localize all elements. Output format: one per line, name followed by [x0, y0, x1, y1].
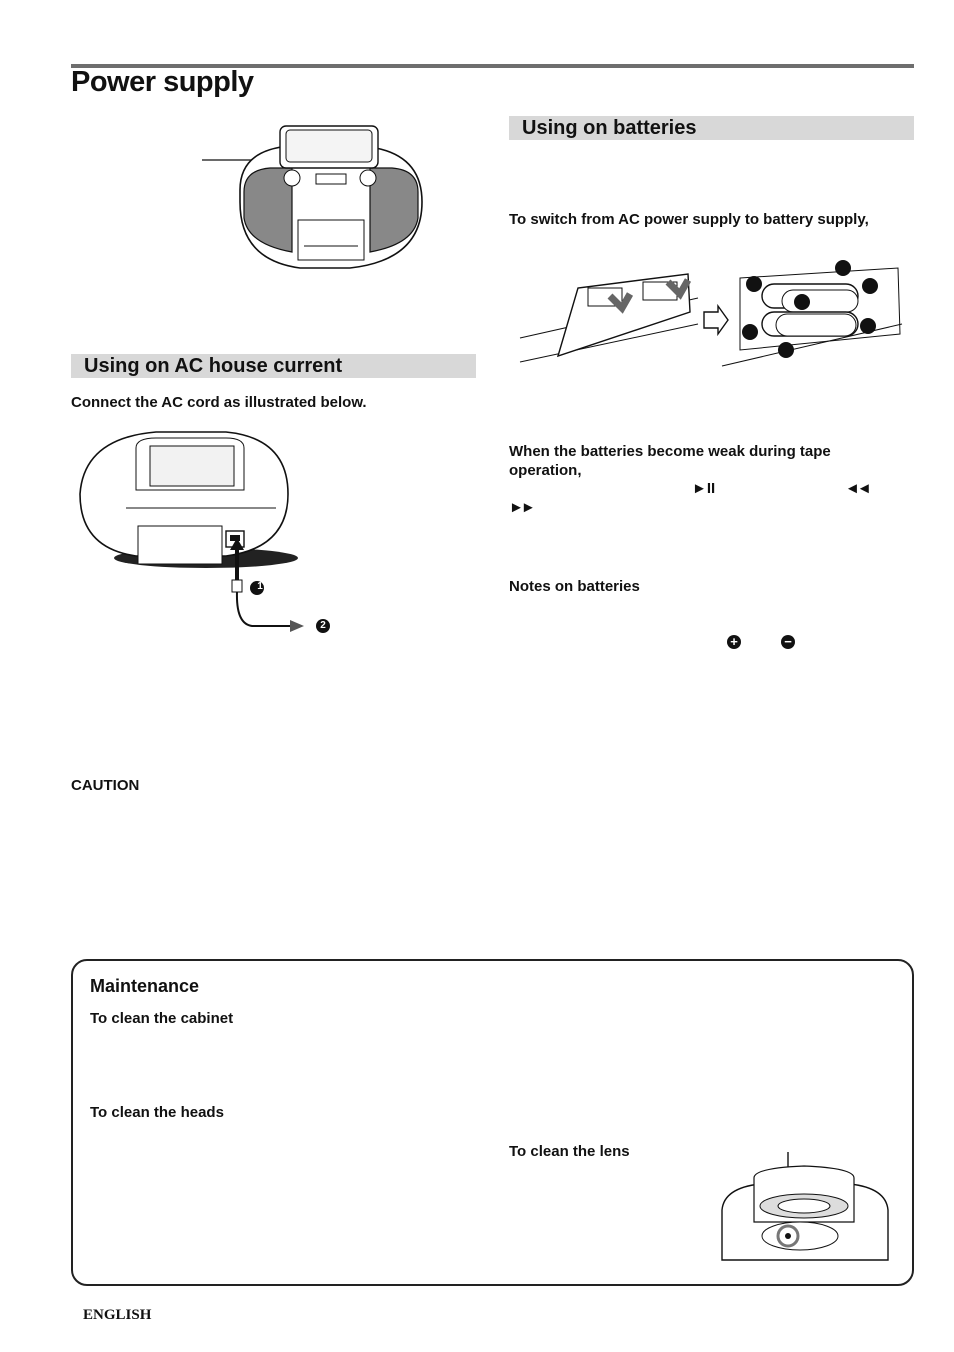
fast-forward-icon: ►► — [509, 499, 533, 516]
rewind-icon: ◄◄ — [845, 480, 869, 497]
switch-to-battery-note: To switch from AC power supply to battery supply, — [509, 211, 869, 228]
page-title: Power supply — [71, 66, 254, 98]
notes-on-batteries-heading: Notes on batteries — [509, 578, 640, 595]
clean-cabinet-heading: To clean the cabinet — [90, 1010, 234, 1027]
batteries-section-heading: Using on batteries — [509, 116, 914, 140]
ac-instruction: Connect the AC cord as illustrated below. — [71, 394, 367, 411]
caution-label: CAUTION — [71, 777, 140, 794]
cd-lens-illustration — [720, 1148, 890, 1264]
play-pause-icon: ►II — [692, 480, 716, 497]
ac-section-heading: Using on AC house current — [71, 354, 476, 378]
step-1-marker: 1 — [257, 581, 263, 592]
clean-heads-heading: To clean the heads — [90, 1104, 224, 1121]
footer-language: ENGLISH — [83, 1307, 152, 1323]
boombox-front-illustration — [200, 122, 430, 272]
clean-lens-heading: To clean the lens — [509, 1143, 630, 1160]
ac-connection-illustration — [76, 428, 346, 643]
maintenance-title: Maintenance — [90, 976, 200, 996]
step-2-marker: 2 — [320, 620, 326, 631]
weak-batteries-line1: When the batteries become weak during tape — [509, 443, 831, 460]
minus-terminal-icon: − — [781, 635, 795, 649]
weak-batteries-line2: operation, — [509, 462, 582, 479]
plus-terminal-icon: + — [727, 635, 741, 649]
battery-compartment-illustration — [518, 258, 908, 370]
